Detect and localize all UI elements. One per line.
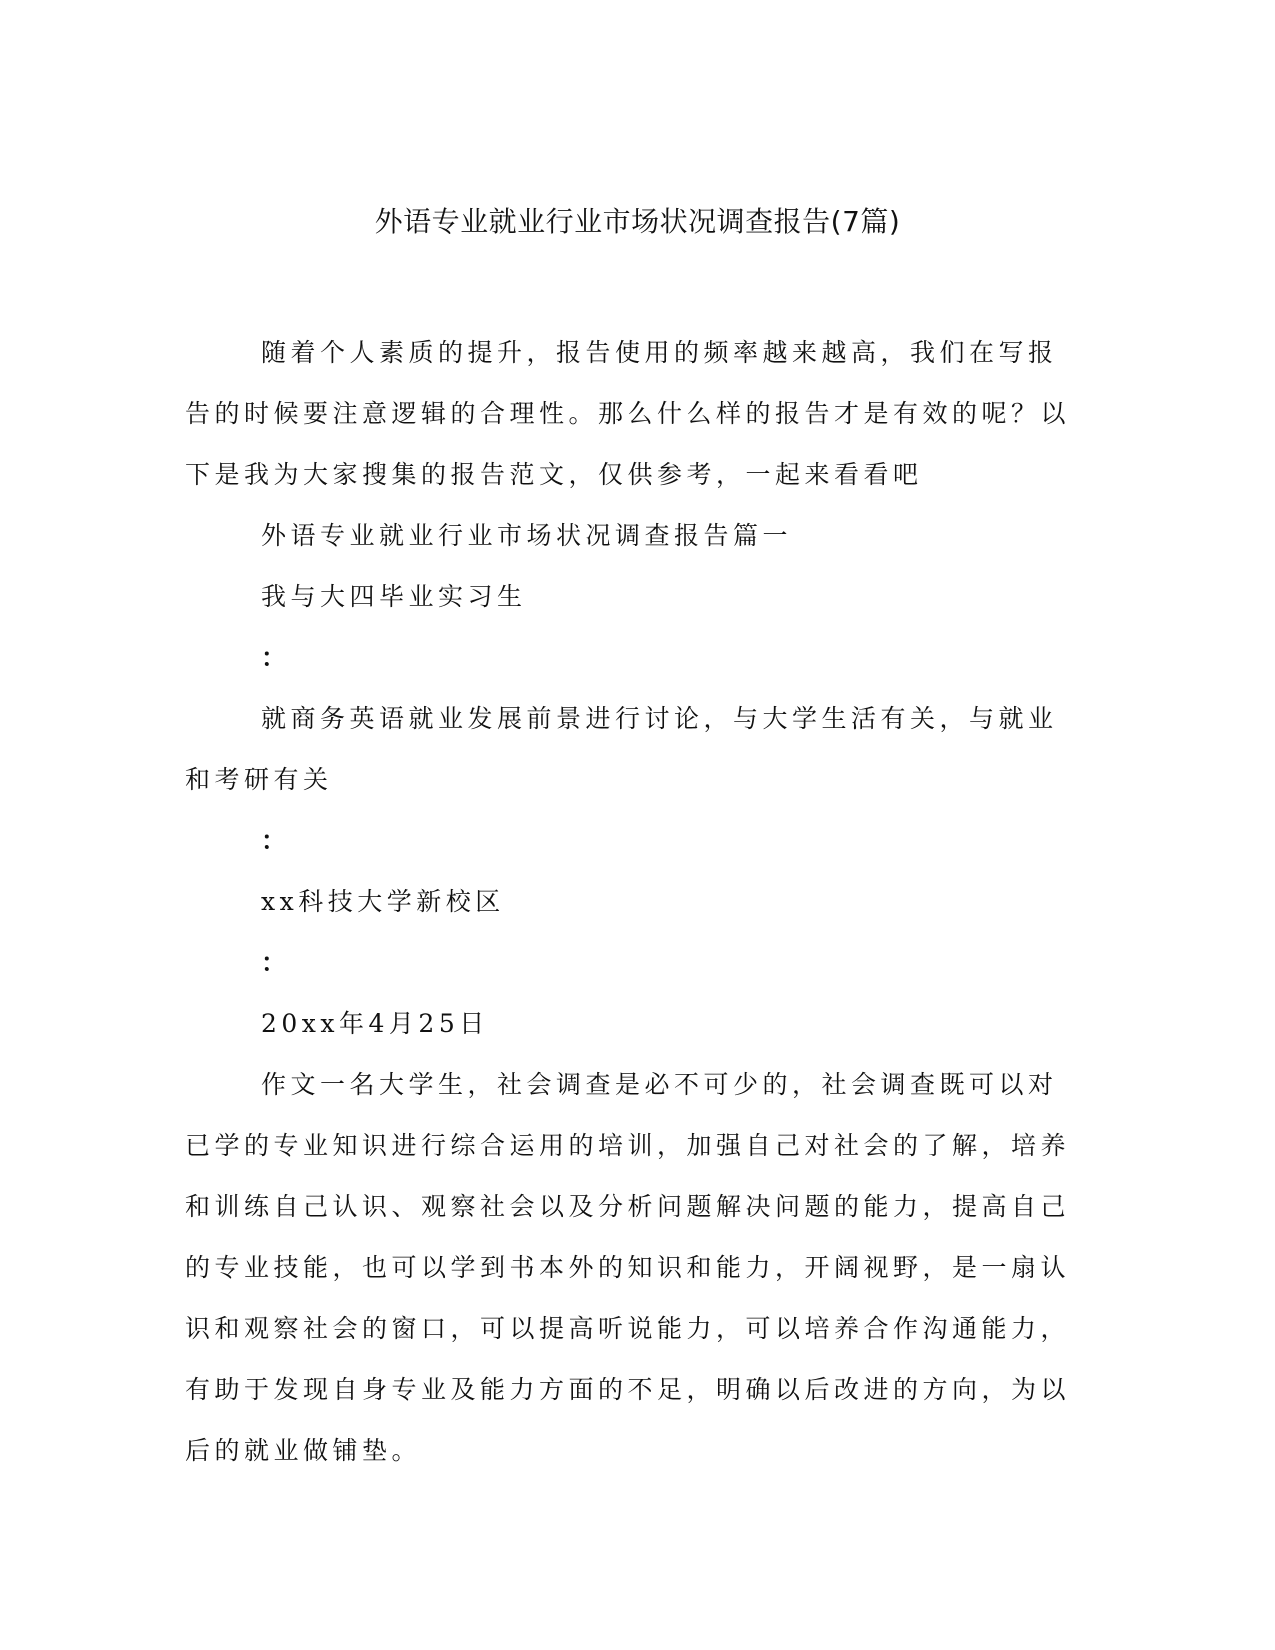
document-title: 外语专业就业行业市场状况调查报告(7篇)	[374, 205, 901, 238]
survey-topic: 就商务英语就业发展前景进行讨论，与大学生活有关，与就业和考研有关	[185, 704, 1058, 794]
section-heading: 外语专业就业行业市场状况调查报告篇一	[261, 521, 793, 550]
body-paragraph: 作文一名大学生，社会调查是必不可少的，社会调查既可以对已学的专业知识进行综合运用的培训，加强自己对社会的了解，培养和训练自己认识、观察社会以及分析问题解决问题的能力，提高自己的专业技能，也可以学到书本外的知识和能力，开阔视野，是一扇认识和观察社会的窗口，可以提高听说能力，可以培养合作沟通能力，有助于发现自身专业及能力方面的不足，明确以后改进的方向，为以后的就业做铺垫。	[185, 1070, 1071, 1465]
field-separator: ：	[261, 643, 291, 672]
intro-paragraph: 随着个人素质的提升，报告使用的频率越来越高，我们在写报告的时候要注意逻辑的合理性。那么什么样的报告才是有效的呢？以下是我为大家搜集的报告范文，仅供参考，一起来看看吧	[185, 338, 1071, 489]
field-separator: ：	[261, 948, 291, 977]
survey-date: 20xx年4月25日	[261, 1009, 489, 1038]
field-separator: ：	[261, 826, 291, 855]
survey-subject: 我与大四毕业实习生	[261, 582, 527, 611]
document-body	[185, 322, 1075, 1481]
survey-location: xx科技大学新校区	[261, 887, 505, 916]
